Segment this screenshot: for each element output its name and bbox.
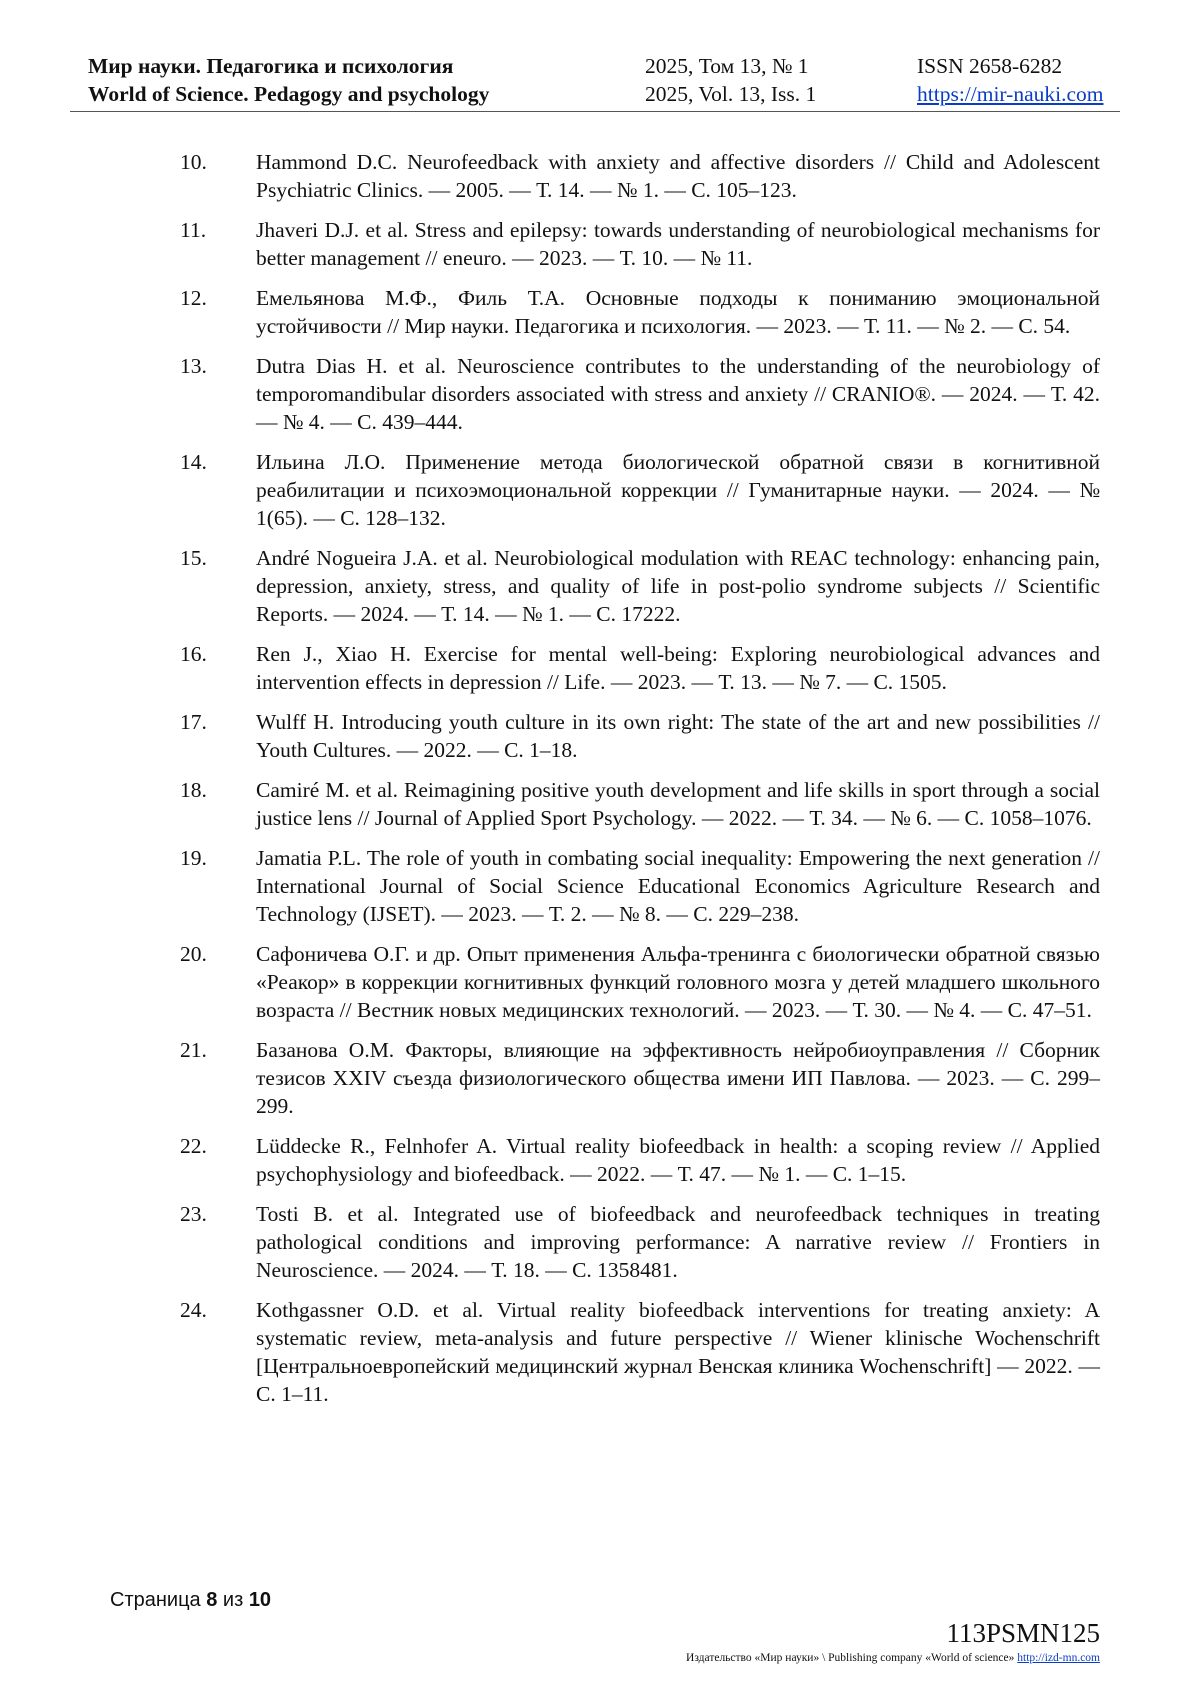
reference-number: 24. xyxy=(180,1298,207,1322)
reference-item xyxy=(0,448,1100,532)
reference-item xyxy=(0,1036,1100,1120)
reference-item xyxy=(0,544,1100,628)
issue-info-ru: 2025, Том 13, № 1 xyxy=(645,54,809,78)
reference-number: 21. xyxy=(180,1038,207,1062)
issue-info-block xyxy=(645,52,816,108)
reference-text: Wulff H. Introducing youth culture in its own right: The state of the art and new possibilities // Youth Cultures. — 2022. — С. 1–18. xyxy=(256,710,1100,762)
reference-text: Емельянова М.Ф., Филь Т.А. Основные подходы к пониманию эмоциональной устойчивости // Мир науки. Педагогика и психология. — 2023. — Т. 11. — № 2. — С. 54. xyxy=(256,286,1100,338)
reference-text: Camiré M. et al. Reimagining positive youth development and life skills in sport through a social justice lens // Journal of Applied Sport Psychology. — 2022. — Т. 34. — № 6. — С. 1058–1076. xyxy=(256,778,1100,830)
reference-item xyxy=(0,148,1100,204)
reference-text: Ильина Л.О. Применение метода биологической обратной связи в когнитивной реабилитации и психоэмоциональной коррекции // Гуманитарные науки. — 2024. — № 1(65). — С. 128–132. xyxy=(256,450,1100,530)
page-current: 8 xyxy=(206,1589,218,1611)
journal-title-en: World of Science. Pedagogy and psychology xyxy=(88,82,490,106)
publisher-line xyxy=(686,1651,1100,1665)
reference-item xyxy=(0,1132,1100,1188)
page-indicator xyxy=(110,1588,271,1612)
reference-text: Jhaveri D.J. et al. Stress and epilepsy: towards understanding of neurobiological mechanisms for better management // eneuro. — 2023. — Т. 10. — № 11. xyxy=(256,218,1100,270)
reference-number: 12. xyxy=(180,286,207,310)
page-total: 10 xyxy=(248,1589,272,1611)
reference-text: Jamatia P.L. The role of youth in combating social inequality: Empowering the next generation // International Journal of Social Science Educational Economics Agriculture Research and Technology (IJSET). — 2023. — Т. 2. — № 8. — С. 229–238. xyxy=(256,846,1100,926)
reference-text: Lüddecke R., Felnhofer A. Virtual reality biofeedback in health: a scoping review // Applied psychophysiology and biofeedback. — 2022. — Т. 47. — № 1. — С. 1–15. xyxy=(256,1134,1100,1186)
reference-item xyxy=(0,776,1100,832)
reference-number: 20. xyxy=(180,942,207,966)
issn-number: ISSN 2658-6282 xyxy=(917,54,1063,78)
reference-number: 22. xyxy=(180,1134,207,1158)
reference-text: Ren J., Xiao H. Exercise for mental well-being: Exploring neurobiological advances and intervention effects in depression // Life. — 2023. — Т. 13. — № 7. — С. 1505. xyxy=(256,642,1100,694)
reference-text: Dutra Dias H. et al. Neuroscience contributes to the understanding of the neurobiology of temporomandibular disorders associated with stress and anxiety // CRANIO®. — 2024. — Т. 42. — № 4. — С. 439–444. xyxy=(256,354,1100,434)
reference-item xyxy=(0,844,1100,928)
header-divider xyxy=(70,111,1120,112)
reference-number: 18. xyxy=(180,778,207,802)
journal-title-block xyxy=(88,52,489,108)
journal-site-link[interactable]: https://mir-nauki.com xyxy=(917,82,1104,106)
publisher-text: Издательство «Мир науки» \ Publishing company «World of science» xyxy=(686,1652,1015,1664)
reference-number: 11. xyxy=(180,218,207,242)
reference-item xyxy=(0,352,1100,436)
reference-number: 10. xyxy=(180,150,207,174)
page-header xyxy=(88,52,1120,112)
journal-title-ru: Мир науки. Педагогика и психология xyxy=(88,54,454,78)
reference-list xyxy=(0,148,1200,1420)
reference-text: Kothgassner O.D. et al. Virtual reality biofeedback interventions for treating anxiety: A systematic review, meta-analysis and future perspective // Wiener klinische Wochenschrift [Центральноевропейский медицинский журнал Венская клиника Wochenschrift] — 2022. — С. 1–11. xyxy=(256,1298,1100,1406)
reference-number: 23. xyxy=(180,1202,207,1226)
reference-text: André Nogueira J.A. et al. Neurobiological modulation with REAC technology: enhancing pain, depression, anxiety, stress, and quality of life in post-polio syndrome subjects // Scientific Reports. — 2024. — Т. 14. — № 1. — С. 17222. xyxy=(256,546,1100,626)
reference-number: 14. xyxy=(180,450,207,474)
page-separator: из xyxy=(222,1589,244,1611)
reference-item xyxy=(0,284,1100,340)
reference-item xyxy=(0,1200,1100,1284)
article-code: 113PSMN125 xyxy=(946,1618,1100,1648)
publisher-link[interactable]: http://izd-mn.com xyxy=(1017,1652,1100,1664)
reference-number: 19. xyxy=(180,846,207,870)
issn-block xyxy=(917,52,1103,108)
issue-info-en: 2025, Vol. 13, Iss. 1 xyxy=(645,82,817,106)
reference-number: 15. xyxy=(180,546,207,570)
reference-number: 13. xyxy=(180,354,207,378)
reference-item xyxy=(0,1296,1100,1408)
reference-text: Сафоничева О.Г. и др. Опыт применения Альфа-тренинга с биологически обратной связью «Реакор» в коррекции когнитивных функций головного мозга у детей младшего школьного возраста // Вестник новых медицинских технологий. — 2023. — Т. 30. — № 4. — С. 47–51. xyxy=(256,942,1100,1022)
reference-item xyxy=(0,640,1100,696)
reference-item xyxy=(0,940,1100,1024)
reference-item xyxy=(0,216,1100,272)
reference-number: 17. xyxy=(180,710,207,734)
reference-text: Hammond D.C. Neurofeedback with anxiety and affective disorders // Child and Adolescent Psychiatric Clinics. — 2005. — Т. 14. — № 1. — С. 105–123. xyxy=(256,150,1100,202)
reference-text: Базанова О.М. Факторы, влияющие на эффективность нейробиоуправления // Сборник тезисов XXIV съезда физиологического общества имени ИП Павлова. — 2023. — С. 299–299. xyxy=(256,1038,1100,1118)
reference-number: 16. xyxy=(180,642,207,666)
page-prefix: Страница xyxy=(110,1589,201,1611)
reference-item xyxy=(0,708,1100,764)
reference-text: Tosti B. et al. Integrated use of biofeedback and neurofeedback techniques in treating pathological conditions and improving performance: A narrative review // Frontiers in Neuroscience. — 2024. — Т. 18. — С. 1358481. xyxy=(256,1202,1100,1282)
